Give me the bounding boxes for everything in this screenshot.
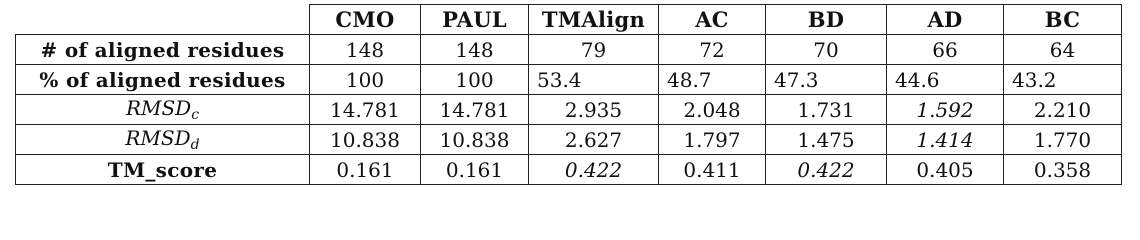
table-row bbox=[16, 155, 1122, 185]
table-cell: 0.422 bbox=[529, 155, 659, 185]
table-cell: 43.2 bbox=[1004, 65, 1122, 95]
table-cell: 1.797 bbox=[659, 125, 766, 155]
table-cell: 14.781 bbox=[310, 95, 421, 125]
column-header-paul: PAUL bbox=[421, 5, 529, 35]
table-cell: 1.731 bbox=[766, 95, 887, 125]
row-label bbox=[16, 65, 310, 95]
table-cell: 148 bbox=[421, 35, 529, 65]
table-cell: 2.210 bbox=[1004, 95, 1122, 125]
table-row bbox=[16, 95, 1122, 125]
row-label-text: # of aligned residues bbox=[40, 37, 285, 62]
column-header-bc: BC bbox=[1004, 5, 1122, 35]
table-cell: 1.770 bbox=[1004, 125, 1122, 155]
table-cell: 1.592 bbox=[887, 95, 1004, 125]
row-label-text: TM_score bbox=[107, 157, 218, 182]
table-body bbox=[16, 35, 1122, 185]
table-row bbox=[16, 125, 1122, 155]
table-cell: 44.6 bbox=[887, 65, 1004, 95]
table-cell: 53.4 bbox=[529, 65, 659, 95]
table-cell: 100 bbox=[421, 65, 529, 95]
table-cell: 0.405 bbox=[887, 155, 1004, 185]
row-label-subscript: c bbox=[191, 107, 200, 123]
row-label bbox=[16, 155, 310, 185]
column-header-cmo: CMO bbox=[310, 5, 421, 35]
table-cell: 70 bbox=[766, 35, 887, 65]
table-cell: 64 bbox=[1004, 35, 1122, 65]
table-cell: 2.935 bbox=[529, 95, 659, 125]
table-cell: 10.838 bbox=[310, 125, 421, 155]
table-cell: 1.475 bbox=[766, 125, 887, 155]
table-cell: 66 bbox=[887, 35, 1004, 65]
table-cell: 0.358 bbox=[1004, 155, 1122, 185]
header-row bbox=[16, 5, 1122, 35]
row-label bbox=[16, 125, 310, 155]
row-label bbox=[16, 95, 310, 125]
table-cell: 0.411 bbox=[659, 155, 766, 185]
corner-cell bbox=[16, 5, 310, 35]
row-label-subscript: d bbox=[190, 137, 200, 153]
table-cell: 72 bbox=[659, 35, 766, 65]
table-cell: 148 bbox=[310, 35, 421, 65]
table-cell: 0.422 bbox=[766, 155, 887, 185]
table-cell: 2.048 bbox=[659, 95, 766, 125]
table-cell: 1.414 bbox=[887, 125, 1004, 155]
table-cell: 79 bbox=[529, 35, 659, 65]
column-header-ac: AC bbox=[659, 5, 766, 35]
column-header-ad: AD bbox=[887, 5, 1004, 35]
table-row bbox=[16, 65, 1122, 95]
row-label-text: RMSD bbox=[125, 96, 192, 120]
column-header-tmalign: TMAlign bbox=[529, 5, 659, 35]
table-cell: 10.838 bbox=[421, 125, 529, 155]
row-label bbox=[16, 35, 310, 65]
table-row bbox=[16, 35, 1122, 65]
table-cell: 48.7 bbox=[659, 65, 766, 95]
row-label-text: RMSD bbox=[125, 126, 191, 150]
table-cell: 0.161 bbox=[421, 155, 529, 185]
column-header-bd: BD bbox=[766, 5, 887, 35]
comparison-table bbox=[15, 4, 1122, 185]
row-label-text: % of aligned residues bbox=[39, 67, 286, 92]
table-cell: 14.781 bbox=[421, 95, 529, 125]
table-cell: 0.161 bbox=[310, 155, 421, 185]
table-cell: 47.3 bbox=[766, 65, 887, 95]
table-cell: 100 bbox=[310, 65, 421, 95]
table-cell: 2.627 bbox=[529, 125, 659, 155]
